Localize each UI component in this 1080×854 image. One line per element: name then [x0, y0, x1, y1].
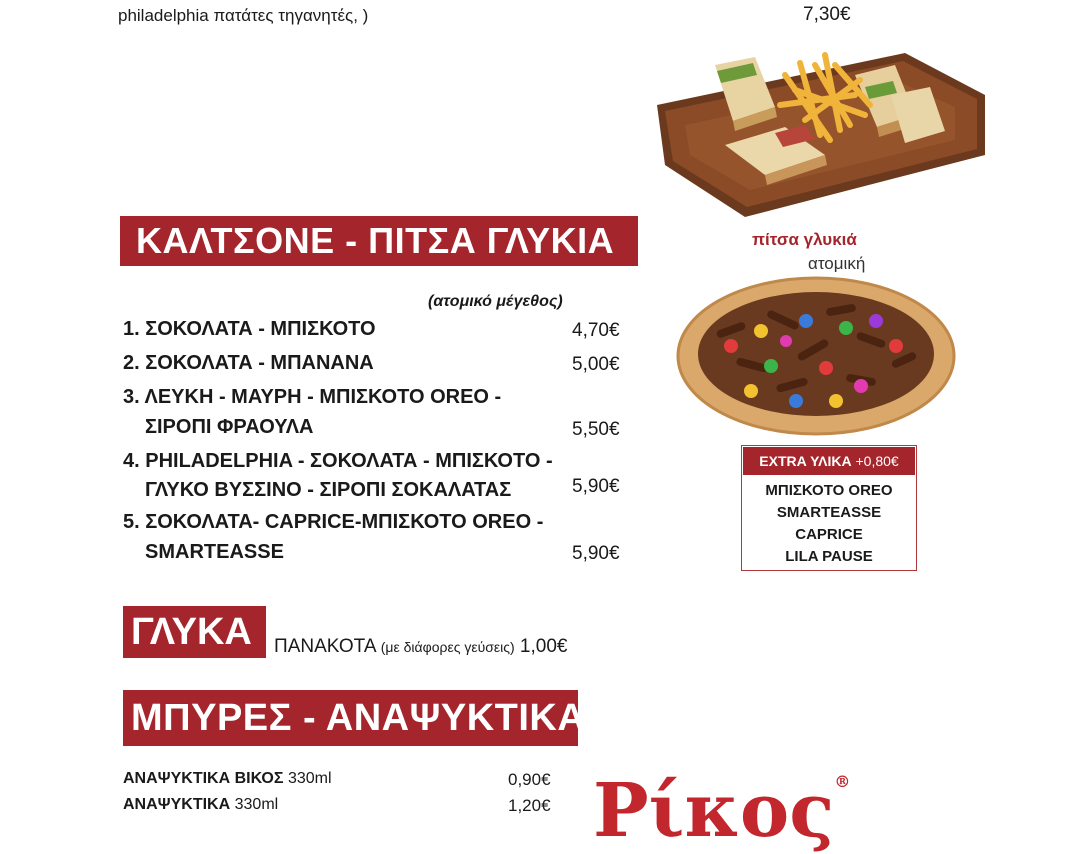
club-sandwich-description: philadelphia πατάτες τηγανητές, ): [118, 6, 369, 25]
drink-size: 330ml: [234, 796, 279, 813]
size-note: (ατομικό μέγεθος): [428, 293, 563, 310]
section-title-desserts: ΓΛΥΚΑ: [123, 606, 266, 658]
drink-size: 330ml: [287, 770, 332, 787]
menu-item-2: 2. ΣΟΚΟΛΑΤΑ - ΜΠΑΝΑΝΑ: [123, 352, 374, 374]
menu-item-3-price: 5,50€: [572, 419, 620, 440]
menu-item-4: 4. PHILADELPHIA - ΣΟΚΟΛΑΤΑ - ΜΠΙΣΚΟΤΟ -: [123, 450, 553, 472]
extra-toppings-title: EXTRA ΥΛΙΚΑ: [759, 453, 852, 469]
section-title-calzone: ΚΑΛΤΣΟΝΕ - ΠΙΤΣΑ ΓΛΥΚΙΑ: [120, 216, 638, 266]
extra-toppings-price: +0,80€: [855, 453, 899, 469]
brand-logo: [593, 768, 851, 854]
sweet-pizza-image: [676, 276, 956, 436]
extra-topping-item: ΜΠΙΣΚΟΤΟ OREO: [765, 482, 893, 499]
club-sandwich-image: [655, 35, 987, 220]
menu-item-3-line2: ΣΙΡΟΠΙ ΦΡΑΟΥΛΑ: [145, 416, 314, 438]
club-sandwich-price: 7,30€: [803, 4, 851, 25]
pizza-label-size: ατομική: [808, 254, 866, 273]
menu-item-4-price: 5,90€: [572, 476, 620, 497]
pizza-label: πίτσα γλυκιά: [752, 230, 857, 249]
menu-item-5: 5. ΣΟΚΟΛΑΤΑ- CAPRICE-ΜΠΙΣΚΟΤΟ OREO -: [123, 511, 544, 533]
dessert-price: 1,00€: [519, 636, 568, 657]
extra-topping-item: CAPRICE: [795, 526, 863, 543]
dessert-note: (με διάφορες γεύσεις): [380, 639, 515, 655]
registered-mark: ®: [834, 772, 851, 791]
drink-price: 1,20€: [508, 796, 551, 815]
menu-item-1: 1. ΣΟΚΟΛΑΤΑ - ΜΠΙΣΚΟΤΟ: [123, 318, 376, 340]
menu-item-4-line2: ΓΛΥΚΟ ΒΥΣΣΙΝΟ - ΣΙΡΟΠΙ ΣΟΚΑΛΑΤΑΣ: [145, 479, 512, 501]
menu-item-2-price: 5,00€: [572, 354, 620, 375]
drink-item: [123, 770, 332, 788]
menu-item-1-price: 4,70€: [572, 320, 620, 341]
dessert-item: [274, 636, 567, 658]
brand-logo-text: Ρίκος: [593, 768, 835, 854]
extra-toppings-header: [743, 447, 915, 475]
drink-name: ΑΝΑΨΥΚΤΙΚΑ ΒΙΚΟΣ: [123, 770, 284, 787]
extra-toppings-box: [741, 445, 917, 571]
drink-price: 0,90€: [508, 770, 551, 789]
section-title-drinks: ΜΠΥΡΕΣ - ΑΝΑΨΥΚΤΙΚΑ: [123, 690, 578, 746]
extra-topping-item: LILA PAUSE: [785, 548, 873, 565]
drink-item: [123, 796, 278, 814]
menu-item-5-line2: SMARTEASSE: [145, 541, 284, 563]
menu-item-3: 3. ΛΕΥΚΗ - ΜΑΥΡΗ - ΜΠΙΣΚΟΤΟ OREO -: [123, 386, 502, 408]
menu-item-5-price: 5,90€: [572, 543, 620, 564]
drink-name: ΑΝΑΨΥΚΤΙΚΑ: [123, 796, 231, 813]
dessert-name: ΠΑΝΑΚΟΤΑ: [274, 636, 376, 657]
extra-topping-item: SMARTEASSE: [776, 504, 882, 521]
